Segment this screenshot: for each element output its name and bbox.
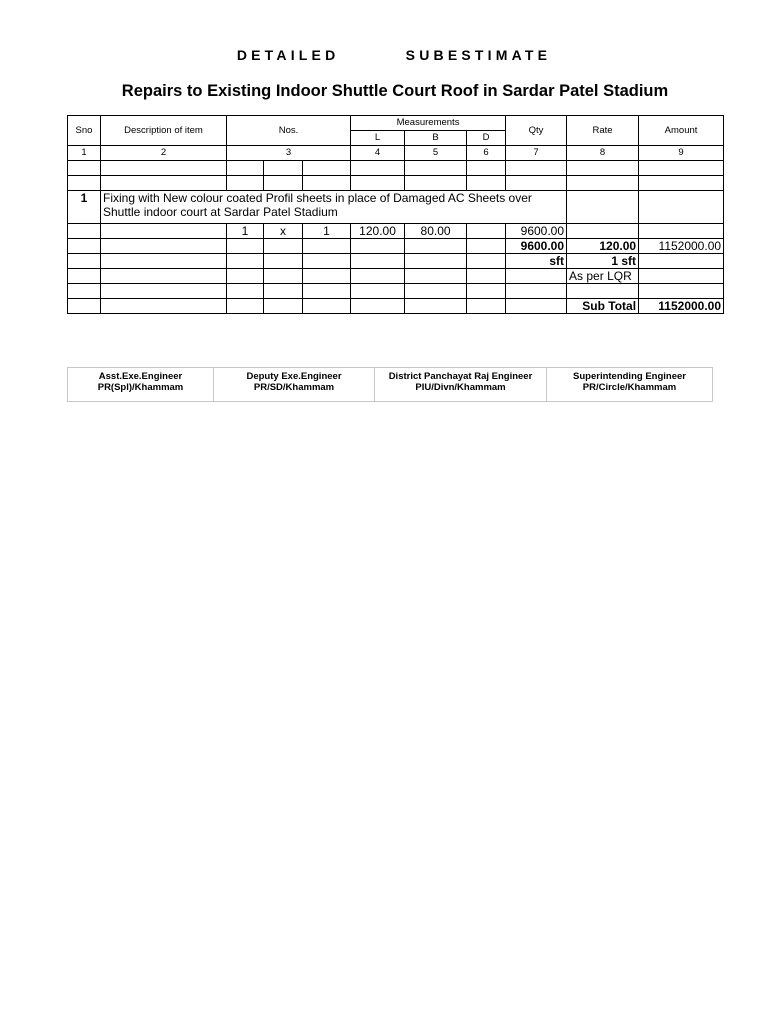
signature-row <box>68 368 713 402</box>
length-value: 120.00 <box>351 224 405 239</box>
nos-value-2: 1 <box>303 224 351 239</box>
column-number: 6 <box>467 146 506 161</box>
header-nos: Nos. <box>227 116 351 146</box>
column-number: 4 <box>351 146 405 161</box>
signature-office: PIU/Divn/Khammam <box>415 382 506 393</box>
column-number: 2 <box>101 146 227 161</box>
qty-unit: sft <box>506 254 567 269</box>
header-qty: Qty <box>506 116 567 146</box>
column-number: 9 <box>639 146 724 161</box>
nos-value: 1 <box>227 224 264 239</box>
signature-table <box>67 367 713 402</box>
column-number: 7 <box>506 146 567 161</box>
blank-row <box>68 284 724 299</box>
amount-value: 1152000.00 <box>639 239 724 254</box>
rate-source: As per LQR <box>567 269 639 284</box>
column-number: 3 <box>227 146 351 161</box>
document-heading: DETAILED SUBESTIMATE <box>236 47 552 63</box>
blank-row <box>68 161 724 176</box>
signature-role: Asst.Exe.Engineer <box>98 371 183 382</box>
signature-block <box>214 368 375 402</box>
subtotal-label: Sub Total <box>567 299 639 314</box>
column-number: 1 <box>68 146 101 161</box>
header-description: Description of item <box>101 116 227 146</box>
column-number-row <box>68 146 724 161</box>
header-b: B <box>405 131 467 146</box>
signature-office: PR/Circle/Khammam <box>582 382 677 393</box>
rate-unit: 1 sft <box>567 254 639 269</box>
rate-value: 120.00 <box>567 239 639 254</box>
document-title: Repairs to Existing Indoor Shuttle Court Roof in Sardar Patel Stadium <box>121 82 669 100</box>
header-d: D <box>467 131 506 146</box>
header-sno: Sno <box>68 116 101 146</box>
total-row <box>68 239 724 254</box>
times-sign: x <box>264 224 303 239</box>
measurement-row <box>68 224 724 239</box>
blank-row <box>68 176 724 191</box>
item-sno: 1 <box>68 191 101 224</box>
signature-office: PR/SD/Khammam <box>253 382 335 393</box>
signature-office: PR(Spl)/Khammam <box>97 382 184 393</box>
qty-total: 9600.00 <box>506 239 567 254</box>
subtotal-amount: 1152000.00 <box>639 299 724 314</box>
header-row <box>68 116 724 131</box>
header-rate: Rate <box>567 116 639 146</box>
signature-block <box>547 368 713 402</box>
estimate-table <box>67 115 724 314</box>
unit-row <box>68 254 724 269</box>
signature-role: Deputy Exe.Engineer <box>246 371 342 382</box>
signature-block <box>375 368 547 402</box>
qty-value: 9600.00 <box>506 224 567 239</box>
signature-block <box>68 368 214 402</box>
column-number: 5 <box>405 146 467 161</box>
breadth-value: 80.00 <box>405 224 467 239</box>
header-l: L <box>351 131 405 146</box>
rate-source-row <box>68 269 724 284</box>
header-amount: Amount <box>639 116 724 146</box>
header-measurements: Measurements <box>351 116 506 131</box>
item-description: Fixing with New colour coated Profil sheets in place of Damaged AC Sheets over Shuttle indoor court at Sardar Patel Stadium <box>101 191 567 224</box>
signature-role: District Panchayat Raj Engineer <box>388 371 533 382</box>
item-row <box>68 191 724 224</box>
subtotal-row <box>68 299 724 314</box>
column-number: 8 <box>567 146 639 161</box>
signature-role: Superintending Engineer <box>573 371 686 382</box>
